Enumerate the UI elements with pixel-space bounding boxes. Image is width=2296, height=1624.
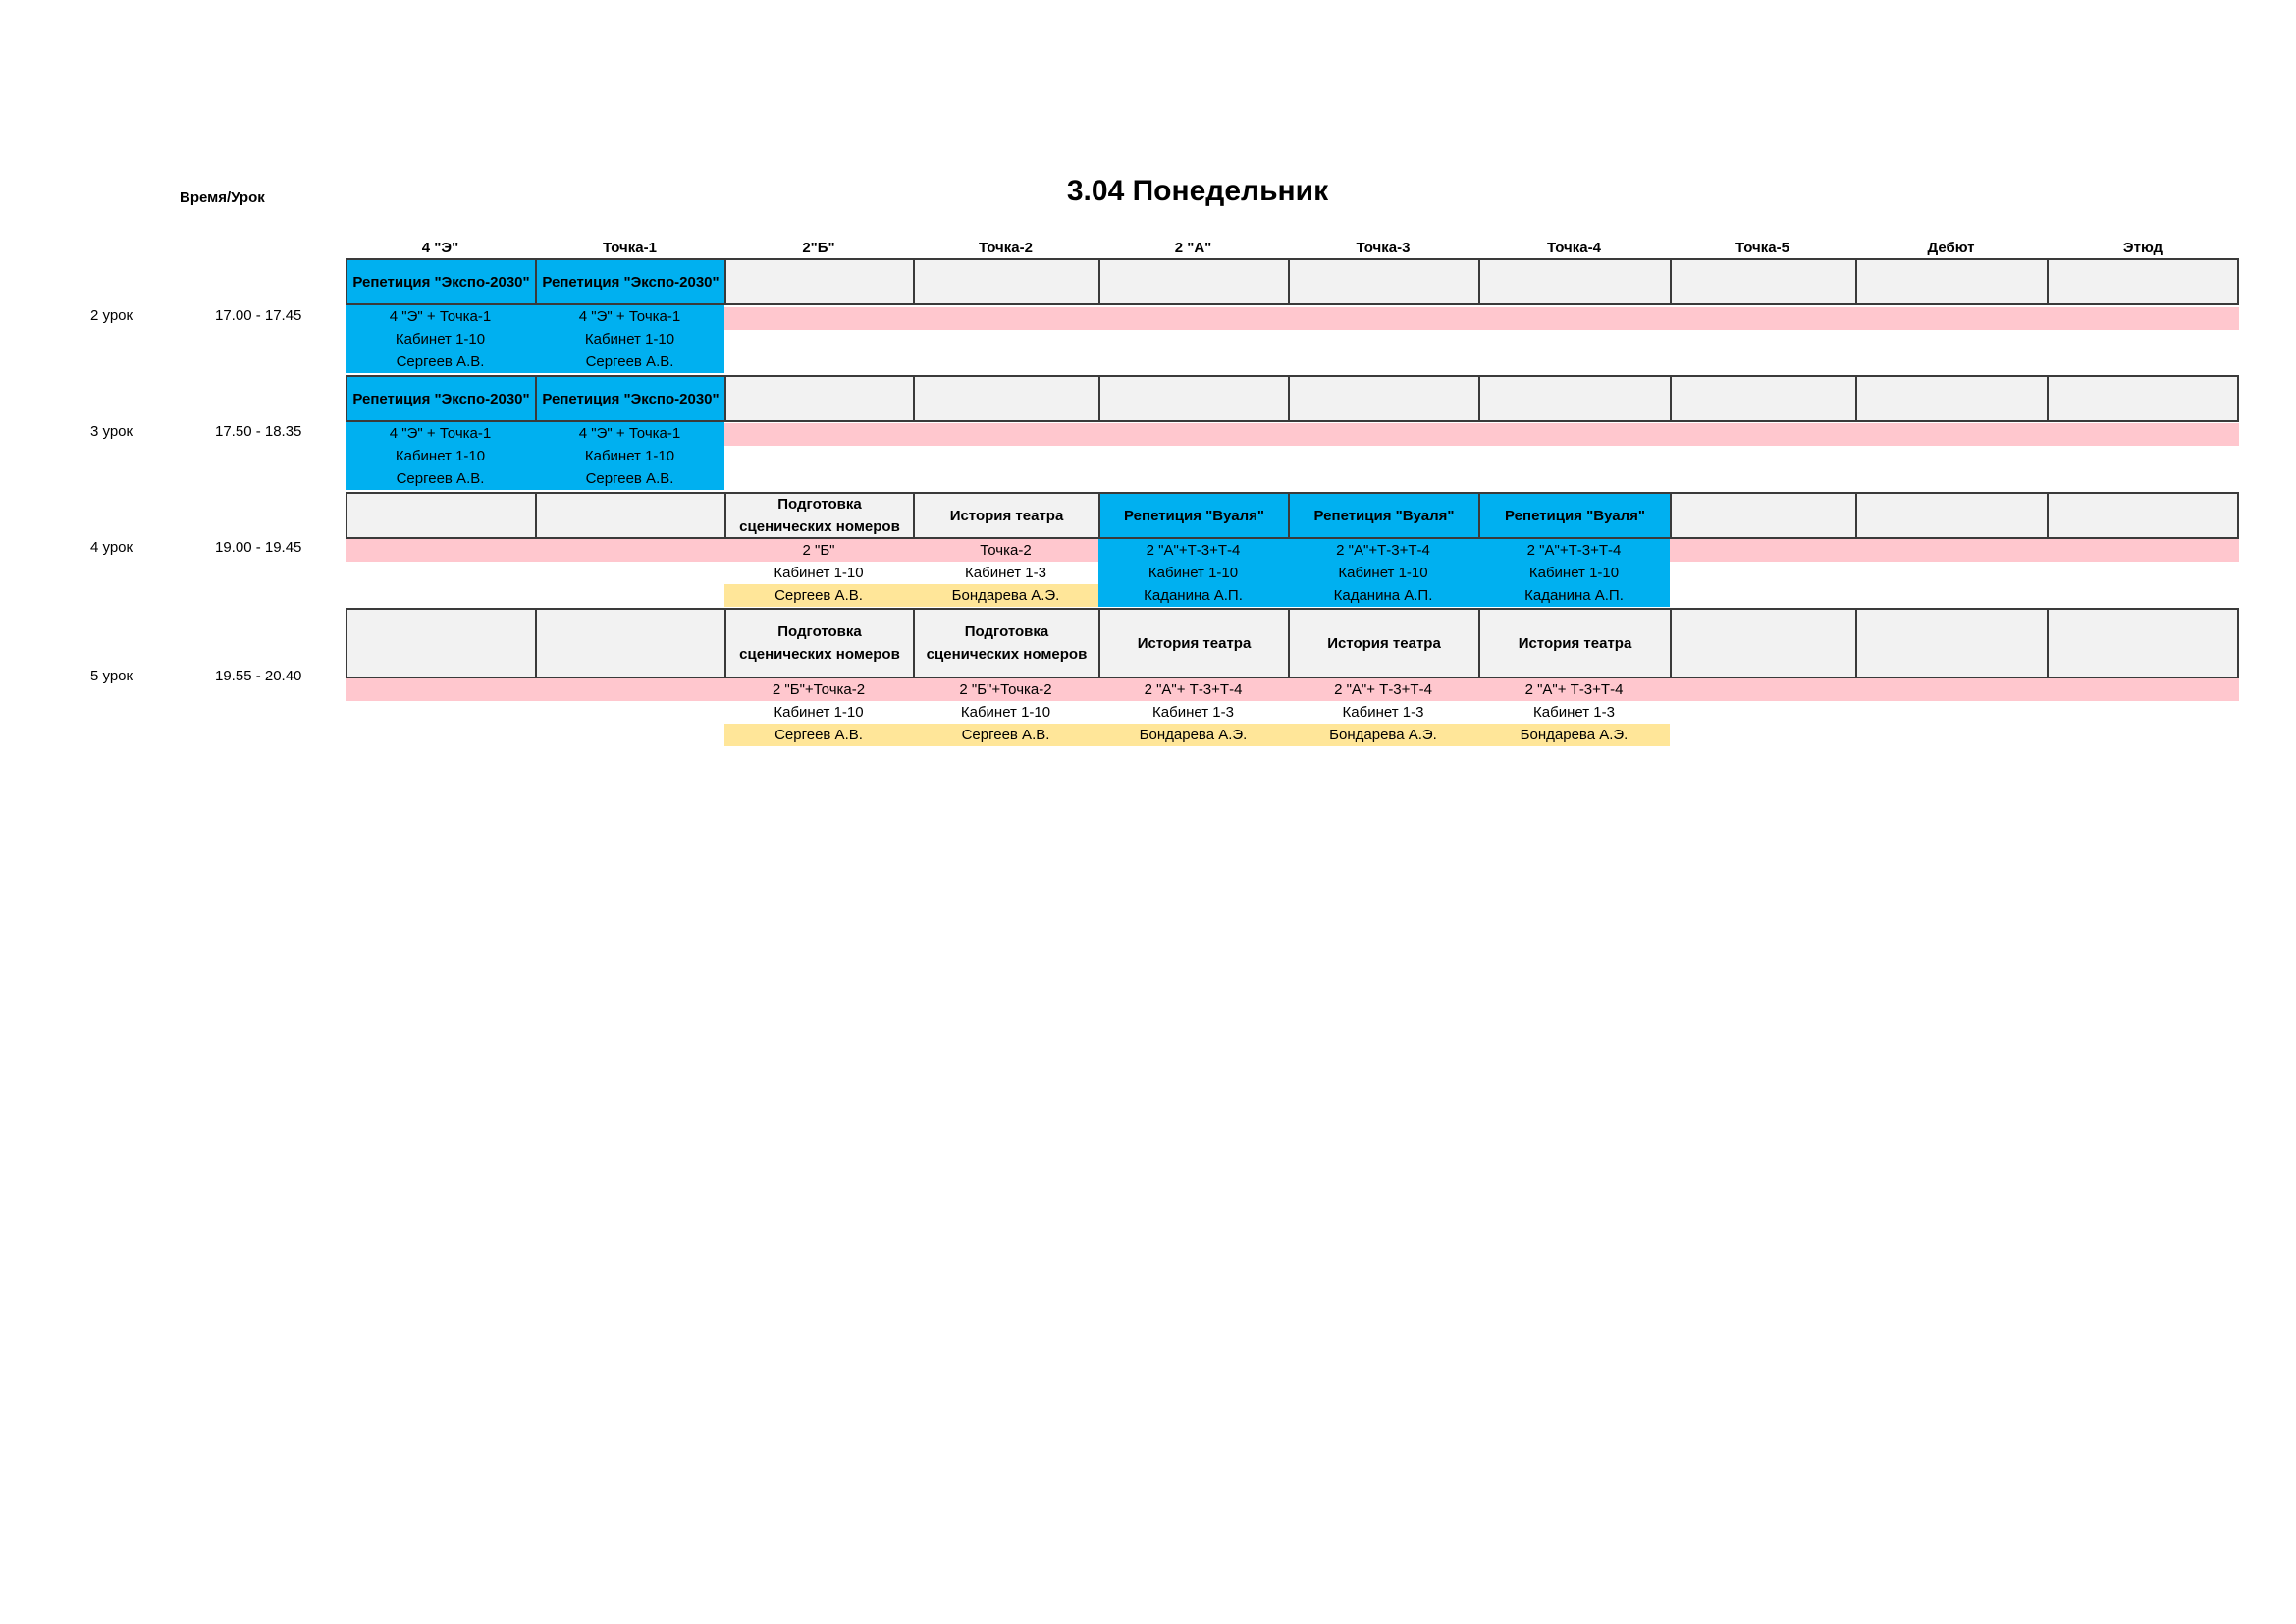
teacher-text: Бондарева А.Э. bbox=[1520, 727, 1629, 743]
room-text: Кабинет 1-10 bbox=[774, 704, 864, 721]
group-text: 2 "Б" bbox=[802, 542, 835, 559]
teacher-text: Каданина А.П. bbox=[1144, 587, 1243, 604]
group-text: 2 "А"+ Т-3+Т-4 bbox=[1524, 681, 1624, 698]
teacher-text: Сергеев А.В. bbox=[396, 470, 485, 487]
cell-title: Репетиция "Экспо-2030" bbox=[535, 375, 726, 422]
group-text: 2 "А"+Т-3+Т-4 bbox=[1526, 542, 1622, 559]
room-text: Кабинет 1-10 bbox=[774, 565, 864, 581]
group-text: 2 "Б"+Точка-2 bbox=[772, 681, 866, 698]
empty-cell bbox=[724, 258, 915, 305]
teacher-text: Сергеев А.В. bbox=[396, 353, 485, 370]
cell-title: Репетиция "Вуаля" bbox=[1478, 492, 1672, 539]
teacher-text: Сергеев А.В. bbox=[961, 727, 1050, 743]
teacher-text: Сергеев А.В. bbox=[774, 727, 863, 743]
room-text: Кабинет 1-10 bbox=[584, 331, 675, 348]
empty-cell bbox=[2047, 375, 2239, 422]
empty-cell bbox=[913, 375, 1100, 422]
teacher-text: Каданина А.П. bbox=[1524, 587, 1624, 604]
group-text: 2 "А"+ Т-3+Т-4 bbox=[1144, 681, 1243, 698]
empty-cell bbox=[535, 608, 726, 678]
cell-title: История театра bbox=[1098, 608, 1290, 678]
lesson-time: 19.00 - 19.45 bbox=[215, 539, 302, 556]
pink-band bbox=[724, 423, 2239, 446]
room-text: Кабинет 1-3 bbox=[965, 565, 1046, 581]
column-header-2a: 2 "А" bbox=[1174, 240, 1212, 256]
empty-cell bbox=[1855, 608, 2049, 678]
teacher-text: Сергеев А.В. bbox=[585, 470, 674, 487]
column-header-4e: 4 "Э" bbox=[421, 240, 459, 256]
group-text: 2 "А"+Т-3+Т-4 bbox=[1146, 542, 1241, 559]
group-text: 4 "Э" + Точка-1 bbox=[578, 425, 681, 442]
room-text: Кабинет 1-10 bbox=[1338, 565, 1428, 581]
empty-cell bbox=[1855, 258, 2049, 305]
group-text: 2 "А"+Т-3+Т-4 bbox=[1336, 542, 1430, 559]
empty-cell bbox=[724, 375, 915, 422]
cell-title: Подготовка сценических номеров bbox=[724, 492, 915, 539]
teacher-text: Бондарева А.Э. bbox=[951, 587, 1060, 604]
cell-title: Репетиция "Вуаля" bbox=[1288, 492, 1480, 539]
lesson-label: 4 урок bbox=[90, 539, 133, 556]
room-text: Кабинет 1-3 bbox=[1533, 704, 1615, 721]
cell-title: Репетиция "Вуаля" bbox=[1098, 492, 1290, 539]
cell-title: История театра bbox=[1288, 608, 1480, 678]
lesson-time: 17.00 - 17.45 bbox=[215, 307, 302, 324]
group-text: 2 "Б"+Точка-2 bbox=[959, 681, 1052, 698]
cell-title: Репетиция "Экспо-2030" bbox=[346, 375, 537, 422]
empty-cell bbox=[2047, 608, 2239, 678]
group-text: Точка-2 bbox=[980, 542, 1032, 559]
room-text: Кабинет 1-3 bbox=[1152, 704, 1234, 721]
room-text: Кабинет 1-10 bbox=[584, 448, 675, 464]
cell-title: Подготовка сценических номеров bbox=[913, 608, 1100, 678]
empty-cell bbox=[1288, 375, 1480, 422]
empty-cell bbox=[1098, 258, 1290, 305]
empty-cell bbox=[2047, 258, 2239, 305]
column-header-tochka-4: Точка-4 bbox=[1547, 240, 1601, 256]
empty-cell bbox=[1855, 492, 2049, 539]
column-header-tochka-1: Точка-1 bbox=[603, 240, 657, 256]
cell-title: Репетиция "Экспо-2030" bbox=[346, 258, 537, 305]
empty-cell bbox=[2047, 492, 2239, 539]
lesson-time: 17.50 - 18.35 bbox=[215, 423, 302, 440]
room-text: Кабинет 1-10 bbox=[1148, 565, 1239, 581]
empty-cell bbox=[1288, 258, 1480, 305]
teacher-text: Сергеев А.В. bbox=[585, 353, 674, 370]
cell-title: История театра bbox=[1478, 608, 1672, 678]
empty-cell bbox=[1670, 492, 1857, 539]
empty-cell bbox=[346, 492, 537, 539]
room-text: Кабинет 1-10 bbox=[395, 331, 486, 348]
column-header-debut: Дебют bbox=[1927, 240, 1975, 256]
empty-cell bbox=[913, 258, 1100, 305]
group-text: 4 "Э" + Точка-1 bbox=[389, 308, 492, 325]
room-text: Кабинет 1-3 bbox=[1342, 704, 1424, 721]
page-title: 3.04 Понедельник bbox=[1066, 175, 1329, 207]
empty-cell bbox=[1478, 375, 1672, 422]
empty-cell bbox=[535, 492, 726, 539]
pink-band bbox=[724, 307, 2239, 330]
cell-title: Подготовка сценических номеров bbox=[724, 608, 915, 678]
empty-cell bbox=[1098, 375, 1290, 422]
teacher-text: Бондарева А.Э. bbox=[1139, 727, 1248, 743]
column-header-etyud: Этюд bbox=[2122, 240, 2163, 256]
room-text: Кабинет 1-10 bbox=[960, 704, 1051, 721]
lesson-label: 2 урок bbox=[90, 307, 133, 324]
teacher-text: Каданина А.П. bbox=[1333, 587, 1433, 604]
column-header-tochka-2: Точка-2 bbox=[979, 240, 1033, 256]
group-text: 4 "Э" + Точка-1 bbox=[389, 425, 492, 442]
empty-cell bbox=[1855, 375, 2049, 422]
empty-cell bbox=[1670, 375, 1857, 422]
empty-cell bbox=[1478, 258, 1672, 305]
column-header-2b: 2"Б" bbox=[802, 240, 835, 256]
empty-cell bbox=[346, 608, 537, 678]
group-text: 2 "А"+ Т-3+Т-4 bbox=[1334, 681, 1432, 698]
lesson-label: 3 урок bbox=[90, 423, 133, 440]
room-text: Кабинет 1-10 bbox=[1528, 565, 1620, 581]
teacher-text: Бондарева А.Э. bbox=[1329, 727, 1437, 743]
room-text: Кабинет 1-10 bbox=[395, 448, 486, 464]
teacher-text: Сергеев А.В. bbox=[774, 587, 863, 604]
time-lesson-header: Время/Урок bbox=[180, 189, 265, 206]
cell-title: История театра bbox=[913, 492, 1100, 539]
lesson-label: 5 урок bbox=[90, 668, 133, 684]
column-header-tochka-3: Точка-3 bbox=[1356, 240, 1411, 256]
group-text: 4 "Э" + Точка-1 bbox=[578, 308, 681, 325]
empty-cell bbox=[1670, 258, 1857, 305]
cell-title: Репетиция "Экспо-2030" bbox=[535, 258, 726, 305]
lesson-time: 19.55 - 20.40 bbox=[215, 668, 302, 684]
empty-cell bbox=[1670, 608, 1857, 678]
column-header-tochka-5: Точка-5 bbox=[1735, 240, 1789, 256]
